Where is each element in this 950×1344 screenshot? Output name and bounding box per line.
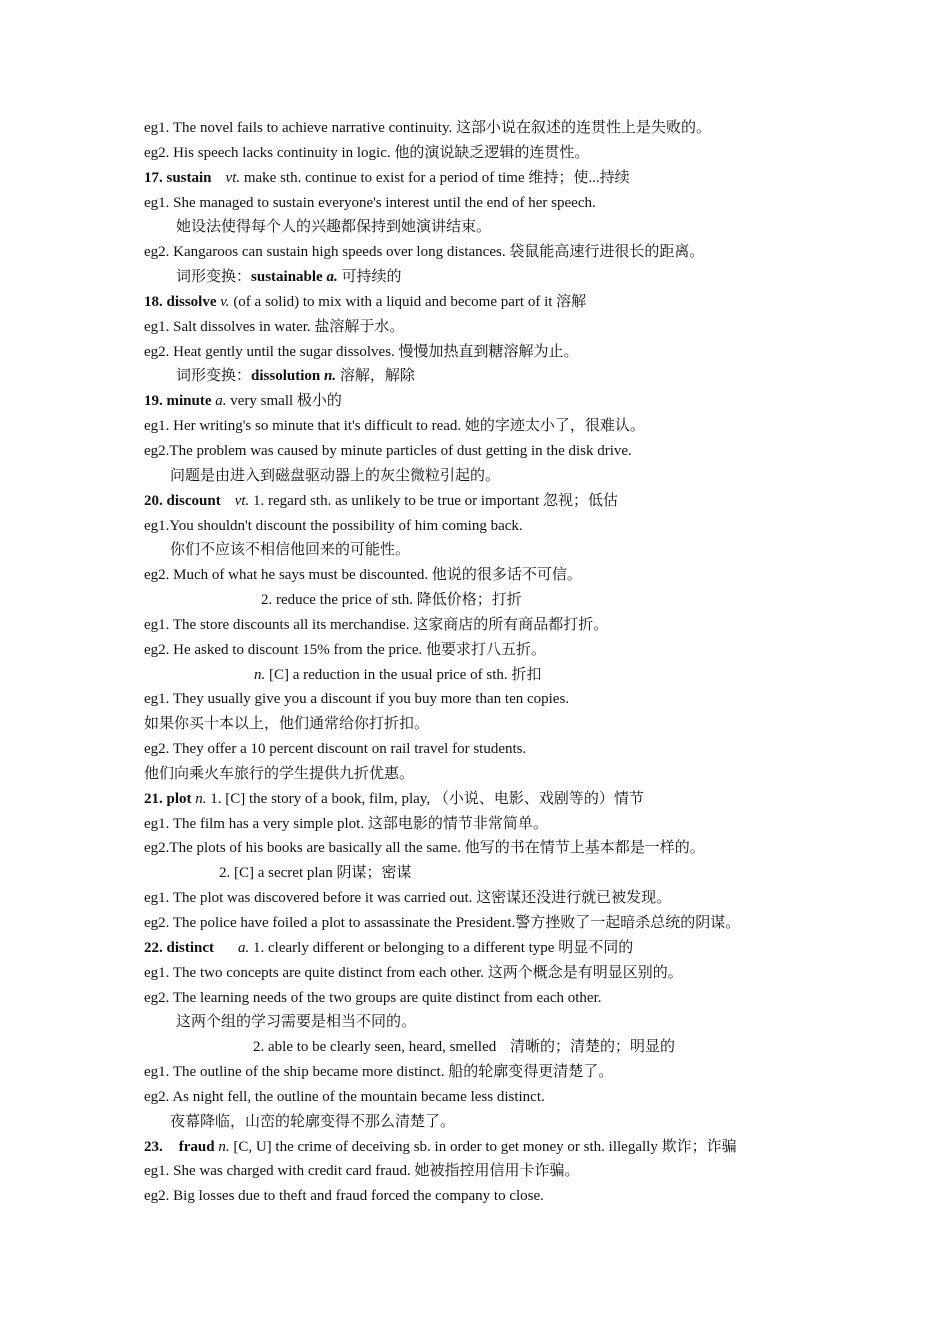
part-of-speech: n. <box>218 1138 230 1155</box>
example-zh: 他们向乘火车旅行的学生提供九折优惠。 <box>144 765 415 782</box>
example-en: eg1. Salt dissolves in water. <box>144 318 311 335</box>
example-line <box>144 812 864 837</box>
definition-zh: （小说、电影、戏剧等的）情节 <box>433 790 644 807</box>
part-of-speech: n. <box>254 666 266 683</box>
example-en: eg2. They offer a 10 percent discount on rail travel for students. <box>144 741 527 758</box>
example-translation <box>144 538 864 563</box>
entry-word: fraud <box>178 1138 215 1155</box>
example-en: eg1. The store discounts all its merchandise. <box>144 616 410 633</box>
example-en: eg1. The outline of the ship became more distinct. <box>144 1064 445 1081</box>
example-zh: 夜幕降临，山峦的轮廓变得不那么清楚了。 <box>170 1113 456 1130</box>
example-en: eg2. His speech lacks continuity in logic. <box>144 144 391 161</box>
example-line <box>144 961 864 986</box>
example-zh: 你们不应该不相信他回来的可能性。 <box>170 542 411 559</box>
entry-word: 17. sustain <box>144 169 212 186</box>
entry-heading-sustain <box>144 166 864 191</box>
definition: make sth. continue to exist for a period of time <box>243 169 525 186</box>
example-en: eg1. The novel fails to achieve narrative continuity. <box>144 120 453 136</box>
example-en: eg1.You shouldn't discount the possibility of him coming back. <box>144 517 523 534</box>
example-en: eg2. As night fell, the outline of the mountain became less distinct. <box>144 1088 545 1105</box>
definition-zh: 阴谋；密谋 <box>336 865 412 882</box>
example-line <box>144 613 864 638</box>
part-of-speech: a. <box>326 269 338 286</box>
definition: [C] a reduction in the usual price of sth. <box>269 666 508 683</box>
example-zh: 这两个组的学习需要是相当不同的。 <box>176 1014 417 1031</box>
example-line <box>144 563 864 588</box>
definition: 1. clearly different or belonging to a different type <box>253 939 555 956</box>
example-line <box>144 687 864 712</box>
word-form: sustainable <box>251 269 323 286</box>
entry-word: 20. discount <box>144 492 221 509</box>
example-zh: 她设法使得每个人的兴趣都保持到她演讲结束。 <box>176 219 492 236</box>
example-en: eg1. They usually give you a discount if you buy more than ten copies. <box>144 691 570 708</box>
example-zh: 这两个概念是有明显区别的。 <box>487 964 683 981</box>
definition: very small <box>230 393 294 410</box>
example-zh: 船的轮廓变得更清楚了。 <box>448 1064 614 1081</box>
definition: 2. reduce the price of sth. <box>261 592 414 609</box>
example-en: eg2. He asked to discount 15% from the price. <box>144 641 423 658</box>
example-line <box>144 638 864 663</box>
part-of-speech: n. <box>323 368 337 385</box>
definition-zh: 折扣 <box>511 666 542 683</box>
example-zh: 这部电影的情节非常简单。 <box>367 815 548 832</box>
word-form-line <box>144 265 864 290</box>
definition-zh: 明显不同的 <box>558 939 634 956</box>
entry-word: 22. distinct <box>144 939 215 956</box>
example-zh: 她的字迹太小了，很难认。 <box>464 418 645 435</box>
definition-zh: 忽视；低估 <box>542 492 618 509</box>
definition: (of a solid) to mix with a liquid and become part of it <box>233 293 553 310</box>
example-en: eg1. The two concepts are quite distinct from each other. <box>144 964 485 981</box>
entry-heading-dissolve <box>144 290 864 315</box>
example-en: eg2. The learning needs of the two groups are quite distinct from each other. <box>144 989 602 1006</box>
example-line <box>144 836 864 861</box>
example-zh: 他要求打八五折。 <box>426 641 547 658</box>
example-en: eg2. Heat gently until the sugar dissolves. <box>144 343 395 360</box>
example-en: eg2.The problem was caused by minute particles of dust getting in the disk drive. <box>144 442 632 459</box>
example-line <box>144 737 864 762</box>
word-form: dissolution <box>251 368 321 385</box>
part-of-speech: a. <box>238 939 250 956</box>
definition: 2. able to be clearly seen, heard, smelled <box>253 1039 497 1056</box>
definition-zh: 降低价格；打折 <box>416 592 522 609</box>
example-line <box>144 1060 864 1085</box>
sense-line <box>144 1035 864 1060</box>
example-en: eg2. Big losses due to theft and fraud forced the company to close. <box>144 1188 544 1205</box>
example-line <box>144 439 864 464</box>
entry-word: 19. minute <box>144 393 212 410</box>
definition: 1. regard sth. as unlikely to be true or important <box>253 492 540 509</box>
definition-zh: 清晰的；清楚的；明显的 <box>509 1039 675 1056</box>
sense-line <box>144 663 864 688</box>
example-translation <box>144 1010 864 1035</box>
example-zh: 问题是由进入到磁盘驱动器上的灰尘微粒引起的。 <box>170 467 501 484</box>
part-of-speech: n. <box>195 790 207 807</box>
vocabulary-list <box>144 116 864 1209</box>
example-translation <box>144 712 864 737</box>
example-translation <box>144 215 864 240</box>
definition-zh: 维持；使...持续 <box>528 169 630 186</box>
example-en: eg2.The plots of his books are basically all the same. <box>144 840 461 857</box>
example-line <box>144 514 864 539</box>
example-zh: 警方挫败了一起暗杀总统的阴谋。 <box>515 915 741 931</box>
example-zh: 盐溶解于水。 <box>314 318 405 335</box>
example-zh: 他说的很多话不可信。 <box>431 567 582 584</box>
example-zh: 这密谋还没进行就已被发现。 <box>476 890 672 907</box>
example-zh: 她被指控用信用卡诈骗。 <box>414 1163 580 1180</box>
part-of-speech: vt. <box>225 169 241 186</box>
entry-heading-distinct <box>144 936 864 961</box>
word-form-prefix: 词形变换： <box>176 269 252 286</box>
definition: [C, U] the crime of deceiving sb. in order to get money or sth. illegally <box>233 1138 658 1155</box>
sense-line <box>144 861 864 886</box>
part-of-speech: vt. <box>234 492 250 509</box>
example-line <box>144 414 864 439</box>
entry-heading-discount <box>144 489 864 514</box>
entry-heading-fraud <box>144 1135 864 1160</box>
example-zh: 他写的书在情节上基本都是一样的。 <box>464 840 705 857</box>
example-en: eg1. She managed to sustain everyone's interest until the end of her speech. <box>144 194 596 211</box>
example-zh: 这部小说在叙述的连贯性上是失败的。 <box>455 120 711 136</box>
example-line <box>144 911 864 936</box>
example-line <box>144 1184 864 1209</box>
entry-number: 23. <box>144 1138 163 1155</box>
definition: 1. [C] the story of a book, film, play, <box>210 790 431 807</box>
sense-line <box>144 588 864 613</box>
part-of-speech: v. <box>220 293 230 310</box>
example-line <box>144 315 864 340</box>
example-line <box>144 1159 864 1184</box>
example-translation <box>144 464 864 489</box>
example-en: eg1. The film has a very simple plot. <box>144 815 365 832</box>
example-line <box>144 340 864 365</box>
example-line <box>144 1085 864 1110</box>
entry-heading-minute <box>144 389 864 414</box>
example-line <box>144 116 864 141</box>
example-zh: 他的演说缺乏逻辑的连贯性。 <box>394 144 590 161</box>
example-translation <box>144 762 864 787</box>
example-zh: 袋鼠能高速行进很长的距离。 <box>509 244 705 261</box>
example-zh: 慢慢加热直到糖溶解为止。 <box>398 343 579 360</box>
definition-zh: 溶解 <box>556 293 587 310</box>
example-translation <box>144 1110 864 1135</box>
word-form-prefix: 词形变换： <box>176 368 252 385</box>
word-form-zh: 可持续的 <box>341 269 402 286</box>
word-form-line <box>144 364 864 389</box>
example-line <box>144 141 864 166</box>
entry-word: 18. dissolve <box>144 293 217 310</box>
example-en: eg2. Kangaroos can sustain high speeds over long distances. <box>144 244 506 261</box>
example-en: eg2. Much of what he says must be discounted. <box>144 567 429 584</box>
example-en: eg1. She was charged with credit card fraud. <box>144 1163 411 1180</box>
example-line <box>144 240 864 265</box>
word-form-zh: 溶解，解除 <box>339 368 415 385</box>
definition-zh: 欺诈；诈骗 <box>661 1138 737 1155</box>
part-of-speech: a. <box>215 393 227 410</box>
example-line <box>144 886 864 911</box>
definition-zh: 极小的 <box>296 393 342 410</box>
example-en: eg1. The plot was discovered before it was carried out. <box>144 890 473 907</box>
example-line <box>144 986 864 1011</box>
definition: 2. [C] a secret plan <box>219 865 333 882</box>
example-zh: 这家商店的所有商品都打折。 <box>413 616 609 633</box>
entry-word: 21. plot <box>144 790 192 807</box>
entry-heading-plot <box>144 787 864 812</box>
example-en: eg1. Her writing's so minute that it's difficult to read. <box>144 418 462 435</box>
example-en: eg2. The police have foiled a plot to assassinate the President. <box>144 915 516 931</box>
example-zh: 如果你买十本以上，他们通常给你打折扣。 <box>144 716 430 733</box>
example-line <box>144 191 864 216</box>
